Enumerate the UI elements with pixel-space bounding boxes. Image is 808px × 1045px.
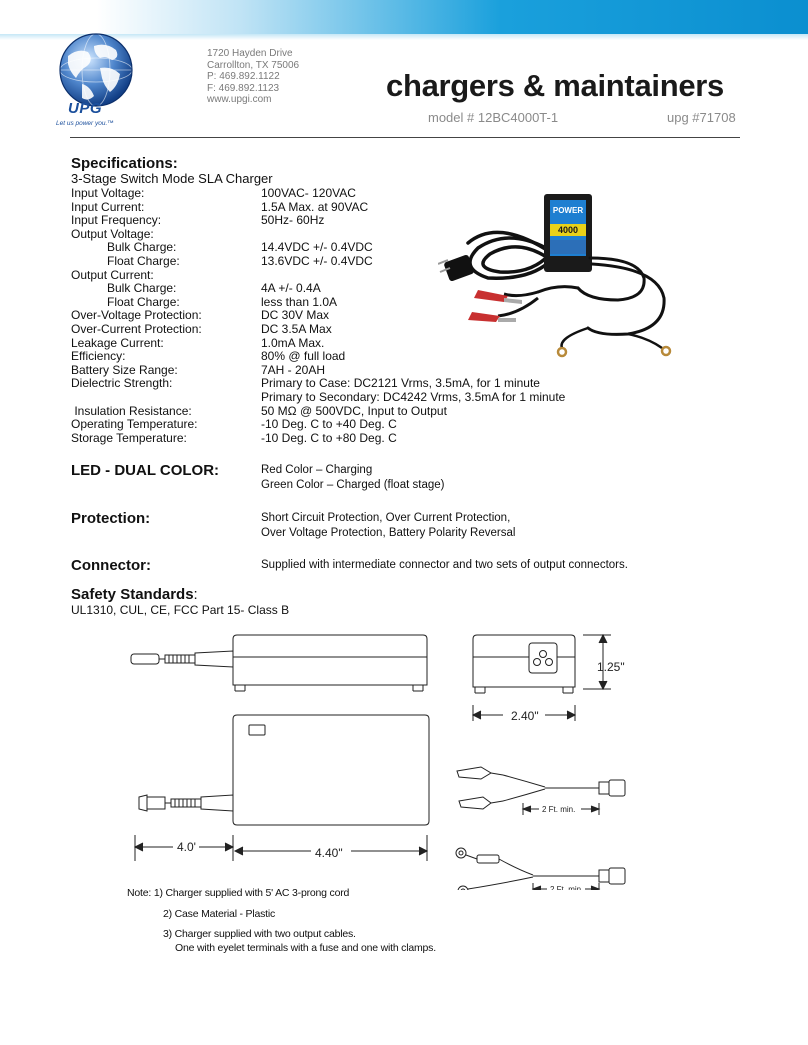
- upg-logo: [54, 26, 144, 136]
- logo-tagline: Let us power you.™: [56, 120, 114, 127]
- protection-line: Over Voltage Protection, Battery Polarity Reversal: [261, 527, 516, 539]
- protection-heading: Protection:: [71, 510, 151, 527]
- dimension-drawings: [125, 625, 645, 890]
- safety-text: UL1310, CUL, CE, FCC Part 15- Class B: [71, 603, 290, 617]
- spec-value: Primary to Case: DC2121 Vrms, 3.5mA, for 1 minute: [261, 376, 540, 391]
- end-view-drawing: [473, 635, 611, 721]
- spec-value: 100VAC- 120VAC: [261, 186, 356, 200]
- company-address: [207, 48, 299, 106]
- side-view-drawing: [131, 635, 427, 691]
- spec-value: 50 MΩ @ 500VDC, Input to Output: [261, 403, 447, 418]
- safety-heading-text: Safety Standards: [71, 586, 194, 603]
- spec-label: Battery Size Range:: [71, 362, 178, 377]
- model-number: model # 12BC4000T-1: [428, 110, 559, 125]
- spec-value: 13.6VDC +/- 0.4VDC: [261, 253, 373, 268]
- page-title: chargers & maintainers: [386, 68, 724, 103]
- spec-label: Over-Current Protection:: [71, 321, 202, 336]
- spec-value: 1.5A Max. at 90VAC: [261, 199, 369, 214]
- address-line: F: 469.892.1123: [207, 82, 280, 94]
- spec-value: 50Hz- 60Hz: [261, 213, 325, 228]
- note-2: 2) Case Material - Plastic: [163, 908, 276, 920]
- photo-label-4000: 4000: [557, 225, 579, 235]
- specifications-heading: Specifications:: [71, 155, 178, 172]
- spec-label: Dielectric Strength:: [71, 376, 173, 391]
- spec-value: 4A +/- 0.4A: [261, 281, 321, 296]
- led-red-text: Red Color – Charging: [261, 464, 373, 476]
- spec-value: Primary to Secondary: DC4242 Vrms, 3.5mA for 1 minute: [261, 389, 566, 404]
- spec-label: Bulk Charge:: [107, 281, 177, 296]
- connector-text: Supplied with intermediate connector and two sets of output connectors.: [261, 559, 628, 571]
- dimension-height-label: 1.25": [597, 660, 625, 674]
- spec-value: -10 Deg. C to +40 Deg. C: [261, 417, 397, 432]
- note-3-continued: One with eyelet terminals with a fuse and one with clamps.: [175, 942, 436, 954]
- eyelet-cable-drawing: [456, 848, 625, 890]
- upg-number: upg #71708: [667, 110, 736, 125]
- charger-photo-icon: [438, 188, 678, 363]
- spec-value: 80% @ full load: [261, 349, 346, 364]
- website-link[interactable]: www.upgi.com: [207, 94, 272, 105]
- spec-value: 1.0mA Max.: [261, 335, 325, 350]
- connector-heading: Connector:: [71, 557, 151, 574]
- spec-label: Output Current:: [71, 267, 154, 282]
- address-line: 1720 Hayden Drive: [207, 48, 293, 59]
- header-divider: [70, 137, 740, 138]
- clamp-cable-drawing: [457, 767, 625, 815]
- spec-value: -10 Deg. C to +80 Deg. C: [261, 430, 397, 445]
- logo-text: UPG: [68, 100, 103, 117]
- spec-label: Float Charge:: [107, 294, 180, 309]
- spec-label: Input Current:: [71, 199, 145, 214]
- spec-value: DC 30V Max: [261, 308, 330, 323]
- dimension-cord-label: 4.0': [177, 840, 196, 854]
- spec-label: Insulation Resistance:: [71, 403, 192, 418]
- safety-heading-colon: :: [193, 586, 198, 603]
- specifications-subtitle: 3-Stage Switch Mode SLA Charger: [71, 171, 273, 186]
- note-1: Note: 1) Charger supplied with 5' AC 3-prong cord: [127, 887, 350, 899]
- address-line: P: 469.892.1122: [207, 71, 280, 82]
- spec-label: Input Voltage:: [71, 186, 145, 200]
- spec-value: less than 1.0A: [261, 294, 338, 309]
- spec-value: 14.4VDC +/- 0.4VDC: [261, 240, 373, 255]
- photo-label-power: POWER: [552, 206, 584, 215]
- spec-label: Storage Temperature:: [71, 430, 187, 445]
- spec-label: Output Voltage:: [71, 226, 154, 241]
- spec-label: Over-Voltage Protection:: [71, 308, 202, 323]
- dimension-length-label: 4.40": [315, 846, 343, 860]
- note-3: 3) Charger supplied with two output cables.: [163, 928, 356, 940]
- protection-line: Short Circuit Protection, Over Current Protection,: [261, 512, 511, 524]
- spec-label: Leakage Current:: [71, 335, 164, 350]
- spec-label: Efficiency:: [71, 349, 126, 364]
- spec-label: Bulk Charge:: [107, 240, 177, 255]
- spec-value: 7AH - 20AH: [261, 362, 326, 377]
- dimension-eyelet-cable-label: 2 Ft. min.: [550, 885, 584, 890]
- led-heading: LED - DUAL COLOR:: [71, 462, 220, 479]
- spec-label: Operating Temperature:: [71, 417, 198, 432]
- spec-label: Float Charge:: [107, 253, 180, 268]
- dimension-clamp-cable-label: 2 Ft. min.: [542, 805, 576, 814]
- led-green-text: Green Color – Charged (float stage): [261, 479, 445, 491]
- product-photo: [438, 188, 678, 363]
- address-line: Carrollton, TX 75006: [207, 59, 300, 71]
- spec-value: DC 3.5A Max: [261, 321, 332, 336]
- spec-label: Input Frequency:: [71, 213, 162, 228]
- dimension-width-label: 2.40": [511, 709, 539, 723]
- safety-heading: [71, 586, 198, 603]
